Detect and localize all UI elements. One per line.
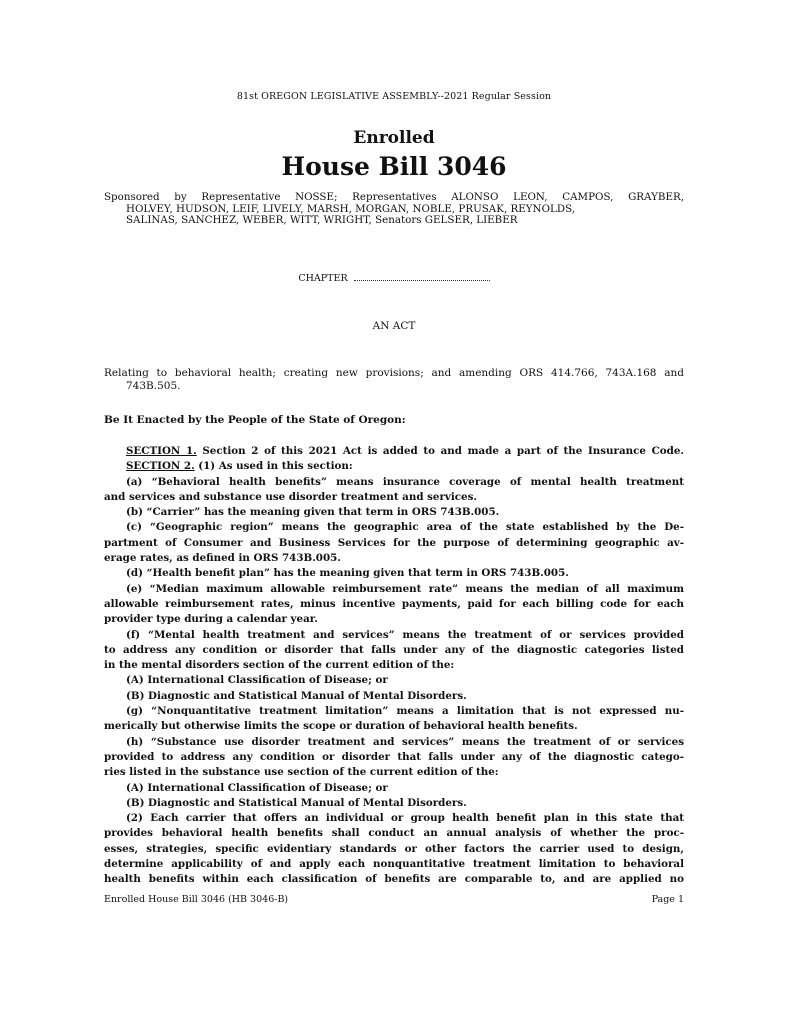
body-text-line: (d) “Health benefit plan” has the meaning given that term in ORS 743B.005. [126,567,569,580]
body-text-line: (A) International Classification of Disease; or [126,781,388,794]
body-text-line: provider type during a calendar year. [104,613,318,626]
bill-title: House Bill 3046 [281,152,507,181]
section-2-line [104,459,684,474]
body-text-line: erage rates, as defined in ORS 743B.005. [104,552,341,565]
body-text-line: (B) Diagnostic and Statistical Manual of Mental Disorders. [126,689,467,702]
section-2-label: SECTION 2. [126,460,195,473]
sponsors-block [104,192,684,227]
session-header: 81st OREGON LEGISLATIVE ASSEMBLY--2021 Regular Session [236,91,552,102]
sponsors-line: SALINAS, SANCHEZ, WEBER, WITT, WRIGHT, Senators GELSER, LIEBER [126,214,518,226]
section-1-label: SECTION 1. [126,445,197,457]
document-page [104,0,684,1035]
body-text-line: (b) “Carrier” has the meaning given that term in ORS 743B.005. [126,506,500,519]
chapter-dotted-blank [354,272,490,281]
body-text-line: (A) International Classification of Disease; or [126,674,388,687]
body-text-line: (c) “Geographic region” means the geographic area of the state established by the De- [126,521,684,534]
an-act-heading: AN ACT [372,320,416,332]
body-text-line: (h) “Substance use disorder treatment and services” means the treatment of or services [126,735,684,748]
body-text-line: (B) Diagnostic and Statistical Manual of Mental Disorders. [126,796,467,809]
sponsors-line: Sponsored by Representative NOSSE; Representatives ALONSO LEON, CAMPOS, GRAYBER, [104,191,684,203]
footer-page-number: Page 1 [651,894,684,905]
section-1-text: Section 2 of this 2021 Act is added to and made a part of the Insurance Code. [196,445,684,457]
body-text-line: provided to address any condition or disorder that falls under any of the diagnostic catego- [104,750,684,763]
chapter-label: CHAPTER [298,273,348,284]
bill-body [104,444,684,888]
enacting-clause: Be It Enacted by the People of the State of Oregon: [104,414,406,426]
body-text-line: allowable reimbursement rates, minus incentive payments, paid for each billing code for each [104,597,684,610]
body-text-line: to address any condition or disorder that falls under any of the diagnostic categories listed [104,643,684,656]
sponsors-line: HOLVEY, HUDSON, LEIF, LIVELY, MARSH, MORGAN, NOBLE, PRUSAK, REYNOLDS, [126,202,576,215]
body-text-line: esses, strategies, specific evidentiary standards or other factors the carrier used to design, [104,842,684,855]
body-text-line: provides behavioral health benefits shall conduct an annual analysis of whether the proc- [104,827,684,840]
body-text-line: determine applicability of and apply each nonquantitative treatment limitation to behavioral [104,858,684,871]
body-text-line: merically but otherwise limits the scope or duration of behavioral health benefits. [104,720,578,733]
section-2-text: (1) As used in this section: [194,460,353,473]
body-text-line: ries listed in the substance use section of the current edition of the: [104,766,499,779]
relating-clause [104,367,684,392]
body-text-line: (f) “Mental health treatment and services” means the treatment of or services provided [126,628,684,641]
relating-line: 743B.505. [126,379,181,392]
body-text-line: health benefits within each classification of benefits are comparable to, and are applied no [104,873,684,886]
body-text-line: (2) Each carrier that offers an individual or group health benefit plan in this state that [126,812,684,825]
enrolled-label: Enrolled [353,128,435,148]
chapter-line [104,272,684,284]
body-text-line: in the mental disorders section of the current edition of the: [104,659,455,672]
body-text-line: (g) “Nonquantitative treatment limitation” means a limitation that is not expressed nu- [126,705,684,718]
body-text-line: (a) “Behavioral health benefits” means insurance coverage of mental health treatment [126,475,684,488]
relating-line: Relating to behavioral health; creating new provisions; and amending ORS 414.766, 743A.168 and [104,367,684,379]
body-text-line: partment of Consumer and Business Services for the purpose of determining geographic av- [104,536,684,549]
footer-bill-id: Enrolled House Bill 3046 (HB 3046-B) [104,894,289,905]
body-text-line: and services and substance use disorder treatment and services. [104,490,477,503]
section-1-line [104,444,684,459]
body-text-line: (e) “Median maximum allowable reimbursement rate” means the median of all maximum [126,582,684,595]
